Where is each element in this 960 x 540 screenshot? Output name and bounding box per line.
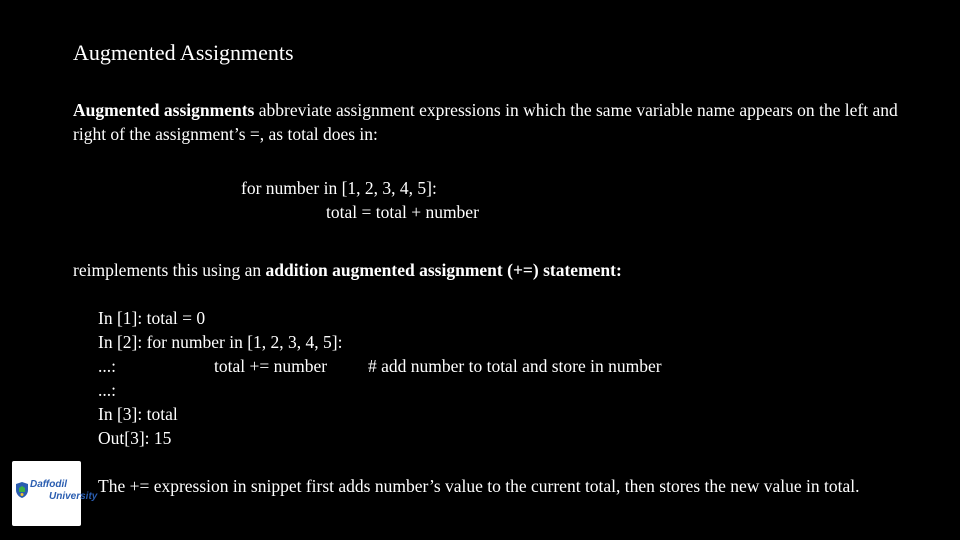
logo-text-daffodil: Daffodil	[30, 479, 68, 490]
intro-paragraph	[73, 98, 933, 146]
explanation-note: The += expression in snippet first adds number’s value to the current total, then stores the new value in total.	[98, 476, 860, 496]
ipython-continuation-prompt: ...:	[98, 356, 116, 376]
intro-text: abbreviate assignment expressions in which the same variable name appears on the left and right of the assignment’s =, as total does in:	[73, 100, 898, 144]
ipython-augmented-statement: total += number	[214, 356, 328, 376]
ipython-line-5: In [3]: total	[98, 404, 178, 424]
code-line-for: for number in [1, 2, 3, 4, 5]:	[241, 178, 437, 198]
ipython-comment: # add number to total and store in number	[368, 356, 662, 376]
ipython-line-2: In [2]: for number in [1, 2, 3, 4, 5]:	[98, 332, 343, 352]
slide-title: Augmented Assignments	[73, 40, 294, 65]
reimplement-text: reimplements this using an	[73, 260, 266, 280]
ipython-line-1: In [1]: total = 0	[98, 308, 206, 328]
university-logo	[12, 461, 98, 526]
reimplement-bold-text: addition augmented assignment (+=) statement:	[265, 260, 622, 280]
intro-bold-term: Augmented assignments	[73, 100, 255, 120]
ipython-line-4: ...:	[98, 380, 116, 400]
logo-text-university: University	[49, 491, 98, 502]
ipython-output-line: Out[3]: 15	[98, 428, 172, 448]
reimplement-paragraph	[73, 258, 622, 282]
shield-emblem-icon	[15, 481, 29, 499]
ipython-line-3	[98, 354, 662, 378]
code-line-total: total = total + number	[326, 202, 479, 222]
